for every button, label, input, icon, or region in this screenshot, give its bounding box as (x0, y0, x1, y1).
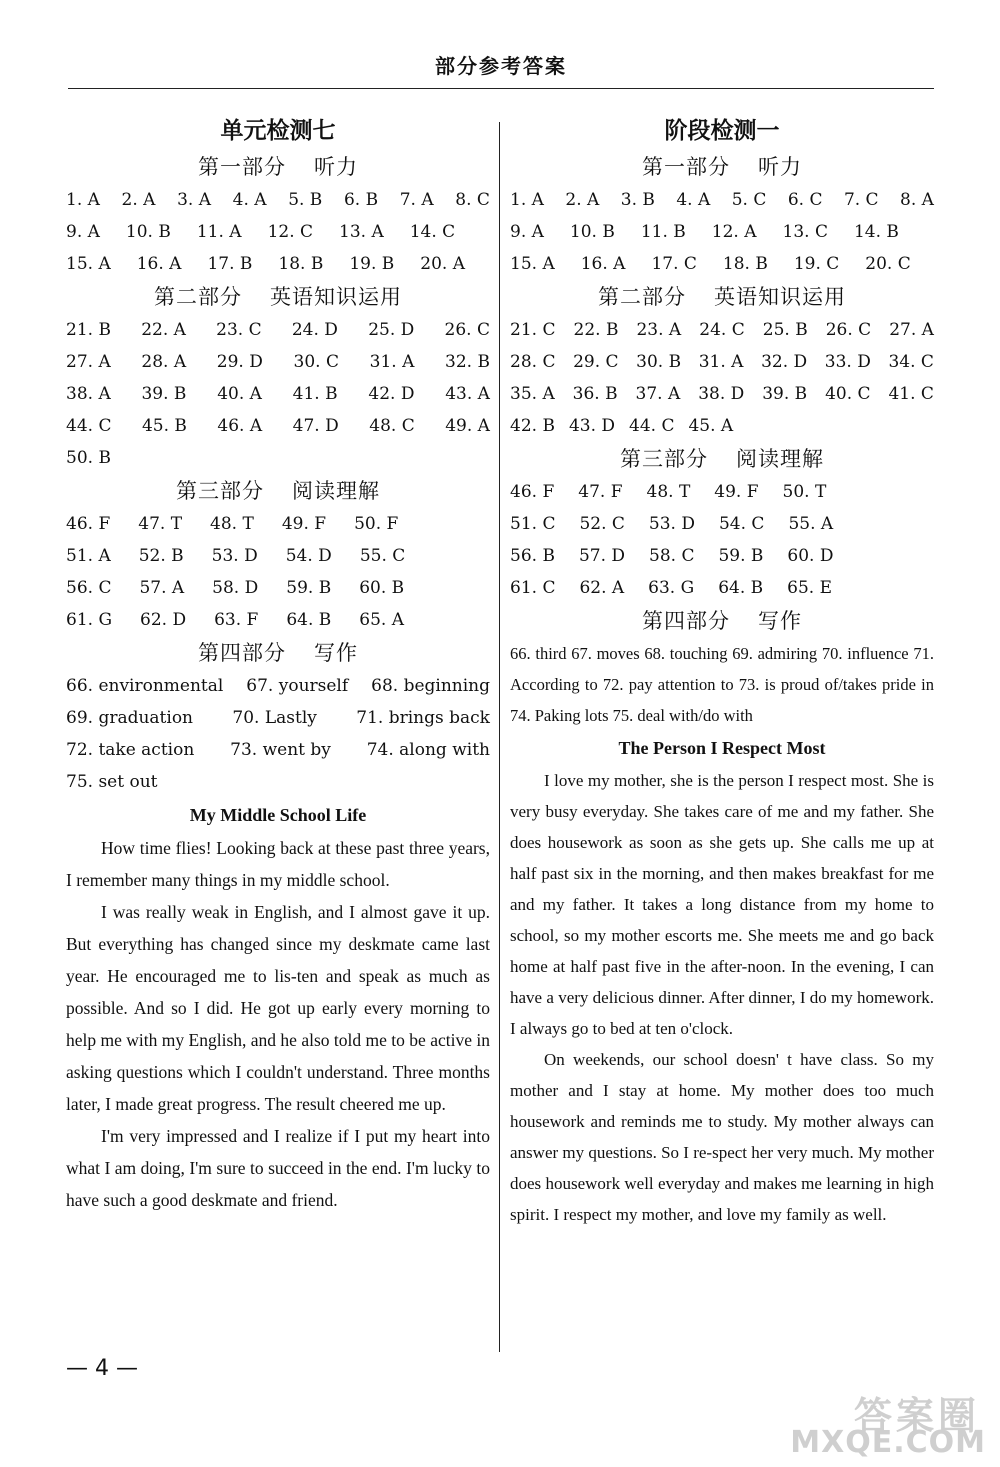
answer-item: 42. D (368, 384, 415, 404)
answer-item: 16. A (136, 254, 182, 274)
essay-paragraph: How time flies! Looking back at these past three years, I remember many things in my middle school. (66, 838, 490, 890)
answer-item: 24. C (699, 320, 745, 340)
page-header: 部分参考答案 (435, 54, 567, 78)
answer-item: 48. T (210, 514, 254, 534)
answer-item: 3. B (620, 190, 655, 210)
answer-item: 12. A (711, 222, 757, 242)
answer-item: 57. D (578, 546, 626, 566)
answer-item: 30. C (293, 352, 339, 372)
answer-item: 27. A (66, 352, 111, 372)
answer-item: 38. D (698, 384, 745, 404)
answer-row (66, 216, 490, 248)
answer-item: 49. F (281, 514, 327, 534)
answer-row (66, 572, 490, 604)
left-section-1 (66, 150, 490, 184)
right-title: 阶段检测一 (664, 118, 780, 144)
answer-item: 48. C (369, 416, 415, 436)
answer-item: 41. B (292, 384, 338, 404)
answer-item: 18. B (278, 254, 324, 274)
answer-row (66, 248, 490, 280)
answer-row (510, 476, 934, 508)
answer-item: 67. yourself (246, 676, 349, 696)
answer-item: 51. A (66, 546, 111, 566)
watermark-text: 答案圈 (853, 1394, 980, 1438)
answer-item: 52. B (138, 546, 184, 566)
answer-row (66, 378, 490, 410)
section-label: 第一部分 (198, 155, 286, 179)
answer-item: 26. C (444, 320, 490, 340)
section-name: 听力 (314, 155, 358, 179)
answer-item: 45. B (141, 416, 187, 436)
section-name: 阅读理解 (736, 447, 824, 471)
answer-item: 50. T (782, 482, 827, 502)
answer-item: 72. take action (66, 740, 195, 760)
answer-item: 65. E (787, 578, 832, 598)
answer-item: 27. A (889, 320, 934, 340)
answer-item: 28. A (141, 352, 187, 372)
answer-item: 23. A (636, 320, 682, 340)
section-name: 听力 (758, 155, 802, 179)
answer-row (66, 702, 490, 734)
answer-item: 60. D (787, 546, 834, 566)
right-reading-answers (510, 476, 934, 604)
left-section-3 (66, 474, 490, 508)
right-section-2 (510, 280, 934, 314)
answer-row (66, 604, 490, 636)
answer-row (66, 184, 490, 216)
answer-item: 62. A (579, 578, 625, 598)
answer-item: 59. B (286, 578, 332, 598)
answer-item: 71. brings back (356, 708, 490, 728)
answer-item: 60. B (359, 578, 405, 598)
answer-item: 50. B (66, 448, 111, 468)
answer-item: 19. C (793, 254, 840, 274)
answer-item: 51. C (510, 514, 556, 534)
answer-item: 1. A (510, 190, 544, 210)
answer-item: 45. A (688, 416, 734, 436)
answer-item: 12. C (267, 222, 314, 242)
answer-item: 14. C (409, 222, 456, 242)
answer-item: 9. A (510, 222, 544, 242)
answer-item: 15. A (66, 254, 111, 274)
answer-item: 46. A (217, 416, 263, 436)
answer-item: 38. A (66, 384, 111, 404)
answer-item: 58. C (649, 546, 695, 566)
answer-item: 7. C (843, 190, 879, 210)
answer-item: 39. B (762, 384, 808, 404)
answer-row (66, 314, 490, 346)
answer-item: 20. A (420, 254, 465, 274)
answer-item: 63. F (214, 610, 259, 630)
answer-item: 69. graduation (66, 708, 194, 728)
answer-row (510, 216, 934, 248)
answer-item: 75. set out (66, 772, 158, 792)
answer-item: 56. C (66, 578, 112, 598)
answer-item: 63. G (648, 578, 695, 598)
answer-item: 65. A (359, 610, 405, 630)
essay-paragraph: On weekends, our school doesn' t have class. So my mother and I stay at home. My mother does too much housework and reminds me to study. My mother always can answer my questions. So I re-spect her very much. My mother does housework well everyday and makes me learning in high spirit. I respect my mother, and love my family as well. (510, 1050, 934, 1224)
answer-row (66, 410, 490, 442)
answer-item: 7. A (399, 190, 434, 210)
answer-item: 1. A (66, 190, 100, 210)
answer-item: 21. B (66, 320, 111, 340)
answer-item: 35. A (510, 384, 555, 404)
answer-item: 23. C (216, 320, 262, 340)
answer-item: 52. C (579, 514, 625, 534)
answer-item: 46. F (66, 514, 111, 534)
answer-item: 5. C (731, 190, 767, 210)
answer-item: 8. C (455, 190, 490, 210)
answer-row (510, 508, 934, 540)
left-listening-answers (66, 184, 490, 280)
answer-row (66, 766, 490, 798)
answer-item: 44. C (66, 416, 112, 436)
answer-item: 32. B (445, 352, 490, 372)
answer-item: 21. C (510, 320, 556, 340)
answer-item: 8. A (900, 190, 934, 210)
answer-row (510, 378, 934, 410)
answer-item: 70. Lastly (232, 708, 317, 728)
answer-item: 40. A (217, 384, 262, 404)
answer-item: 46. F (510, 482, 555, 502)
answer-row (66, 540, 490, 572)
section-label: 第一部分 (642, 155, 730, 179)
answer-item: 47. F (578, 482, 623, 502)
answer-item: 22. A (141, 320, 186, 340)
essay-paragraph: I was really weak in English, and I almost gave it up. But everything has changed since my deskmate came last year. He encouraged me to lis-ten and speak as much as possible. And so I did. He got up early every morning to help me with my English, and he also told me to be active in asking questions which I couldn't understand. Three months later, I made great progress. The result cheered me up. (66, 902, 490, 1114)
answer-row (66, 670, 490, 702)
right-writing-answers: 66. third 67. moves 68. touching 69. admiring 70. influence 71. According to 72. pay attention to 73. is proud of/takes pride in 74. Paking lots 75. deal with/do with (510, 644, 934, 725)
answer-item: 42. B (510, 416, 555, 436)
answer-item: 43. D (568, 416, 616, 436)
answer-item: 17. B (207, 254, 253, 274)
answer-item: 11. B (640, 222, 686, 242)
answer-item: 19. B (349, 254, 395, 274)
left-essay (66, 832, 490, 1216)
answer-item: 64. B (286, 610, 332, 630)
section-name: 写作 (314, 641, 358, 665)
left-title: 单元检测七 (220, 118, 336, 144)
answer-item: 17. C (651, 254, 697, 274)
answer-item: 48. T (646, 482, 691, 502)
right-section-1 (510, 150, 934, 184)
answer-item: 53. D (648, 514, 695, 534)
answer-item: 47. D (292, 416, 339, 436)
answer-item: 50. F (354, 514, 399, 534)
page-number: — 4 — (66, 1356, 138, 1381)
answer-item: 25. B (762, 320, 808, 340)
answer-item: 13. C (782, 222, 828, 242)
answer-item: 73. went by (230, 740, 331, 760)
section-name: 阅读理解 (292, 479, 380, 503)
right-section-3 (510, 442, 934, 476)
right-grammar-answers (510, 314, 934, 442)
right-listening-answers (510, 184, 934, 280)
answer-item: 49. F (714, 482, 759, 502)
answer-item: 2. A (565, 190, 600, 210)
watermark-url: MXQE.COM (790, 1425, 986, 1460)
answer-item: 16. A (580, 254, 626, 274)
answer-item: 43. A (445, 384, 490, 404)
section-name: 写作 (758, 609, 802, 633)
answer-item: 49. A (445, 416, 490, 436)
essay-paragraph: I love my mother, she is the person I respect most. She is very busy everyday. She takes care of me and my father. She does housework as soon as she gets up. She calls me up at half past six in the morning, and then makes breakfast for me and my father. It takes a long distance from my home to school, so my mother escorts me. She meets me and go back home at half past five in the after-noon. In the evening, I can have a very delicious dinner. After dinner, I do my homework. I always go to bed at ten o'clock. (510, 771, 934, 1038)
answer-item: 66. environmental (66, 676, 224, 696)
answer-row (510, 572, 934, 604)
section-label: 第二部分 (598, 285, 686, 309)
answer-item: 55. C (359, 546, 406, 566)
answer-item: 30. B (636, 352, 682, 372)
left-section-2 (66, 280, 490, 314)
answer-item: 58. D (212, 578, 259, 598)
section-label: 第三部分 (620, 447, 708, 471)
section-name: 英语知识运用 (714, 285, 846, 309)
answer-item: 10. B (125, 222, 171, 242)
answer-item: 36. B (572, 384, 618, 404)
answer-item: 59. B (718, 546, 764, 566)
section-name: 英语知识运用 (270, 285, 402, 309)
answer-item: 29. D (216, 352, 263, 372)
answer-item: 54. D (285, 546, 332, 566)
right-column (510, 112, 934, 1230)
section-label: 第四部分 (642, 609, 730, 633)
left-section-4 (66, 636, 490, 670)
answer-item: 4. A (232, 190, 267, 210)
left-essay-title: My Middle School Life (189, 805, 367, 825)
answer-item: 64. B (718, 578, 764, 598)
answer-item: 3. A (177, 190, 211, 210)
watermark-logo (700, 1385, 990, 1465)
answer-item: 14. B (853, 222, 899, 242)
answer-item: 74. along with (366, 740, 490, 760)
answer-row (510, 184, 934, 216)
answer-item: 31. A (369, 352, 415, 372)
answer-row (66, 734, 490, 766)
answer-item: 53. D (211, 546, 258, 566)
answer-item: 41. C (888, 384, 934, 404)
left-column (66, 112, 490, 1216)
answer-item: 18. B (722, 254, 768, 274)
answer-item: 22. B (573, 320, 619, 340)
section-label: 第三部分 (176, 479, 264, 503)
right-section-4 (510, 604, 934, 638)
answer-item: 61. C (510, 578, 556, 598)
answer-item: 25. D (368, 320, 415, 340)
answer-item: 4. A (676, 190, 711, 210)
answer-row (66, 346, 490, 378)
essay-paragraph: I'm very impressed and I realize if I put my heart into what I am doing, I'm sure to succeed in the end. I'm lucky to have such a good deskmate and friend. (66, 1126, 490, 1210)
answer-row (510, 410, 934, 442)
answer-item: 33. D (824, 352, 871, 372)
answer-row (510, 248, 934, 280)
answer-item: 6. B (343, 190, 379, 210)
answer-item: 15. A (510, 254, 555, 274)
section-label: 第二部分 (154, 285, 242, 309)
left-grammar-answers (66, 314, 490, 474)
answer-item: 32. D (761, 352, 808, 372)
answer-item: 44. C (629, 416, 675, 436)
answer-item: 11. A (196, 222, 242, 242)
section-label: 第四部分 (198, 641, 286, 665)
answer-item: 39. B (141, 384, 187, 404)
answer-item: 47. T (138, 514, 183, 534)
answer-item: 61. G (66, 610, 113, 630)
answer-row (510, 540, 934, 572)
answer-row (510, 314, 934, 346)
answer-row (66, 442, 490, 474)
answer-item: 31. A (698, 352, 744, 372)
answer-item: 28. C (510, 352, 556, 372)
answer-item: 56. B (510, 546, 555, 566)
answer-item: 24. D (291, 320, 338, 340)
left-writing-answers (66, 670, 490, 798)
answer-item: 2. A (121, 190, 156, 210)
answer-item: 26. C (825, 320, 872, 340)
answer-item: 5. B (288, 190, 323, 210)
right-essay (510, 765, 934, 1230)
answer-item: 40. C (825, 384, 871, 404)
answer-item: 13. A (339, 222, 384, 242)
answer-item: 9. A (66, 222, 100, 242)
answer-row (510, 346, 934, 378)
answer-item: 29. C (573, 352, 619, 372)
answer-item: 54. C (718, 514, 765, 534)
answer-item: 57. A (139, 578, 185, 598)
answer-item: 55. A (788, 514, 834, 534)
right-essay-title: The Person I Respect Most (618, 738, 826, 758)
answer-item: 10. B (569, 222, 615, 242)
answer-item: 20. C (865, 254, 911, 274)
column-divider (499, 122, 500, 1352)
answer-item: 37. A (635, 384, 681, 404)
answer-row (66, 508, 490, 540)
left-reading-answers (66, 508, 490, 636)
header-rule (68, 88, 934, 89)
answer-item: 62. D (140, 610, 187, 630)
answer-item: 34. C (888, 352, 934, 372)
answer-item: 6. C (787, 190, 823, 210)
answer-item: 68. beginning (371, 676, 490, 696)
